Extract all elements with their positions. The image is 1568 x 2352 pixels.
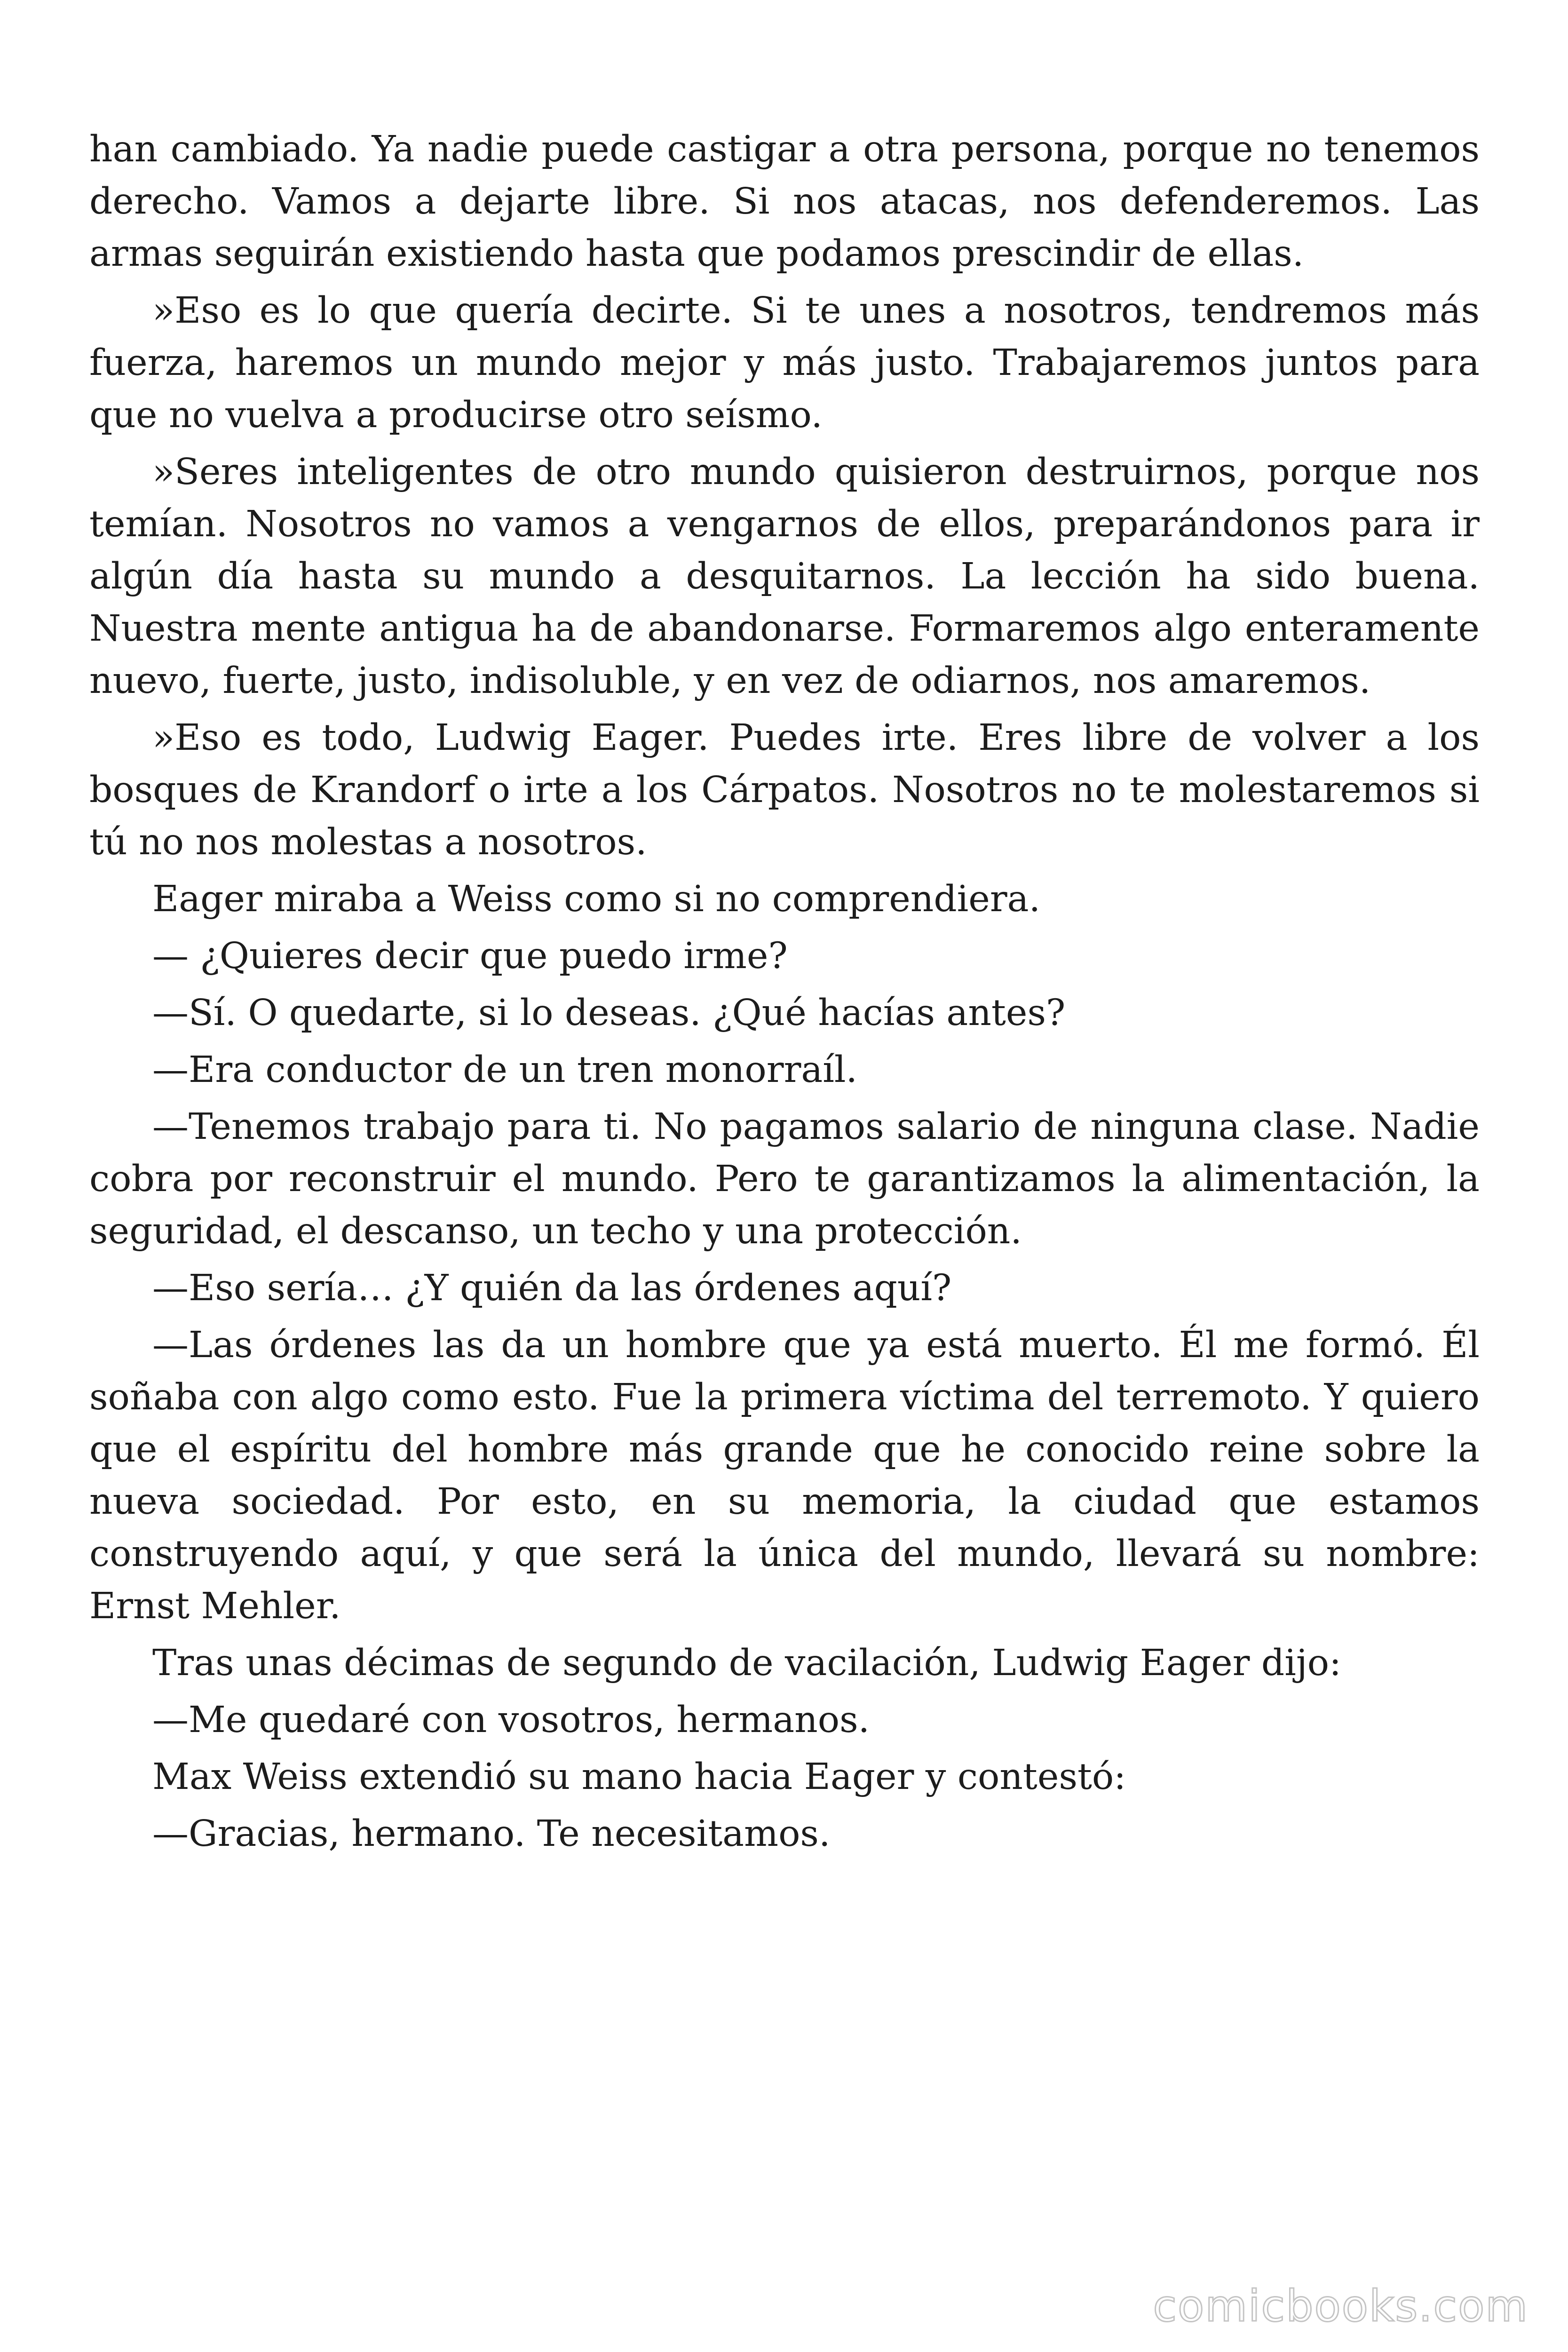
dialogue-line-3: —Era conductor de un tren monorraíl. [152, 1049, 858, 1091]
paragraph-14: Max Weiss extendió su mano hacia Eager y contestó: [152, 1756, 1126, 1798]
paragraph-1: han cambiado. Ya nadie puede castigar a otra persona, porque no tenemos derecho. Vamos a dejarte libre. Si nos atacas, nos defenderemos. Las armas seguirán existiendo hasta que podamos prescindir de ellas. [89, 128, 1480, 275]
dialogue-line-5: —Eso sería… ¿Y quién da las órdenes aquí? [152, 1267, 952, 1309]
dialogue-line-1: — ¿Quieres decir que puedo irme? [152, 935, 788, 977]
dialogue-line-4: —Tenemos trabajo para ti. No pagamos salario de ninguna clase. Nadie cobra por reconstruir el mundo. Pero te garantizamos la alimentación, la seguridad, el descanso, un techo y una protección. [89, 1106, 1480, 1252]
paragraph-12: Tras unas décimas de segundo de vacilación, Ludwig Eager dijo: [152, 1642, 1342, 1684]
dialogue-line-6: —Las órdenes las da un hombre que ya está muerto. Él me formó. Él soñaba con algo como esto. Fue la primera víctima del terremoto. Y quiero que el espíritu del hombre más grande que he conocido reine sobre la nueva sociedad. Por esto, en su memoria, la ciudad que estamos construyendo aquí, y que será la única del mundo, llevará su nombre: Ernst Mehler. [89, 1324, 1480, 1627]
dialogue-line-2: —Sí. O quedarte, si lo deseas. ¿Qué hacías antes? [152, 992, 1066, 1034]
paragraph-3: »Seres inteligentes de otro mundo quisieron destruirnos, porque nos temían. Nosotros no vamos a vengarnos de ellos, preparándonos para ir algún día hasta su mundo a desquitarnos. La lección ha sido buena. Nuestra mente antigua ha de abandonarse. Formaremos algo enteramente nuevo, fuerte, justo, indisoluble, y en vez de odiarnos, nos amaremos. [89, 451, 1480, 702]
dialogue-line-7: —Me quedaré con vosotros, hermanos. [152, 1699, 870, 1741]
paragraph-4: »Eso es todo, Ludwig Eager. Puedes irte. Eres libre de volver a los bosques de Krandorf o irte a los Cárpatos. Nosotros no te molestaremos si tú no nos molestas a nosotros. [89, 717, 1480, 863]
page-text [89, 123, 1480, 1865]
dialogue-line-8: —Gracias, hermano. Te necesitamos. [152, 1813, 831, 1855]
watermark: comicbooks.com [1153, 2281, 1528, 2331]
paragraph-2: »Eso es lo que quería decirte. Si te unes a nosotros, tendremos más fuerza, haremos un mundo mejor y más justo. Trabajaremos juntos para que no vuelva a producirse otro seísmo. [89, 290, 1480, 436]
paragraph-5: Eager miraba a Weiss como si no comprendiera. [152, 878, 1041, 920]
